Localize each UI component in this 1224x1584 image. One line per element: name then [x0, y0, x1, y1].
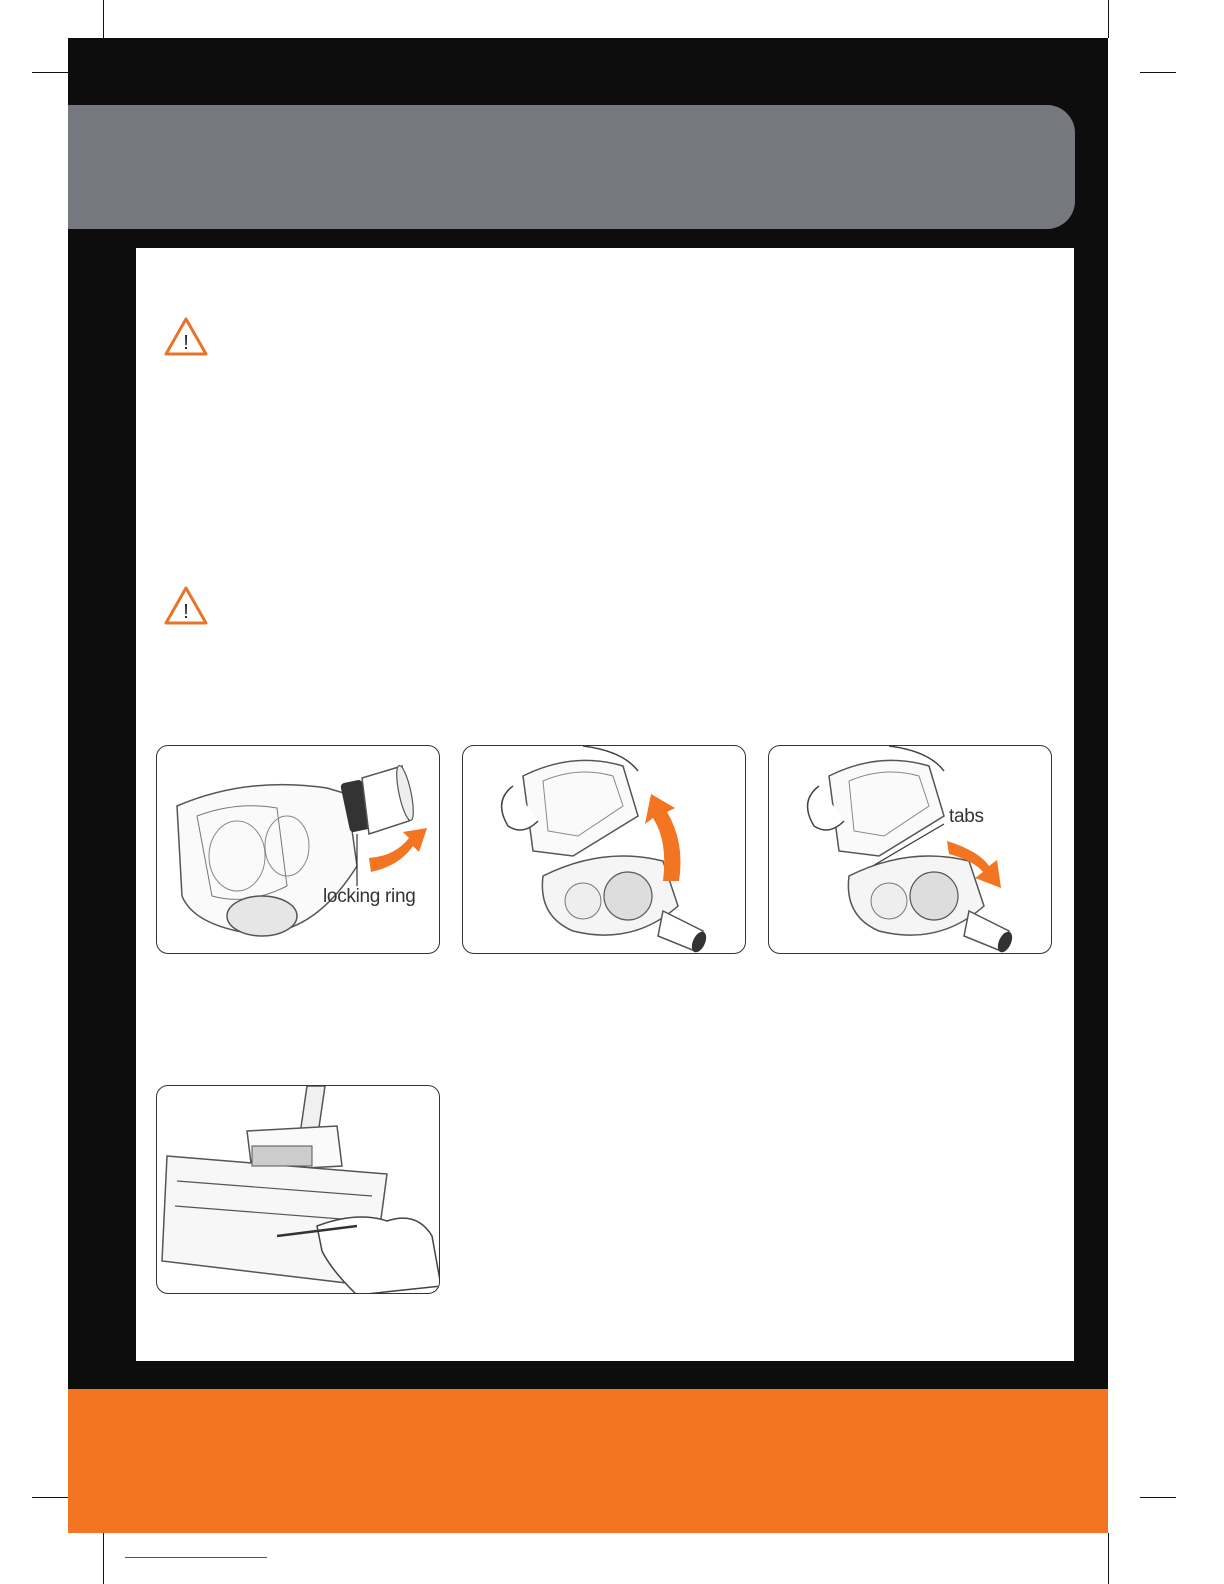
figure-locking-ring — [156, 745, 440, 954]
cover-refit-illustration — [769, 746, 1052, 954]
crop-mark — [1140, 72, 1176, 73]
svg-text:!: ! — [183, 332, 189, 354]
crop-mark — [32, 72, 68, 73]
figure-remove-cover — [462, 745, 746, 954]
figure-tabs — [768, 745, 1052, 954]
figure-brush-roll — [156, 1085, 440, 1294]
crop-mark — [1140, 1497, 1176, 1498]
figure-label-tabs: tabs — [949, 806, 984, 827]
crop-mark — [1108, 1533, 1109, 1584]
brush-roll-illustration — [157, 1086, 440, 1294]
warning-triangle-icon — [163, 585, 209, 627]
turbo-brush-illustration — [157, 746, 440, 954]
figure-label-locking-ring: locking ring — [323, 886, 416, 907]
footer-rule — [125, 1557, 267, 1558]
crop-mark — [103, 1533, 104, 1584]
crop-mark — [1108, 0, 1109, 38]
cover-removal-illustration — [463, 746, 746, 954]
crop-mark — [32, 1497, 68, 1498]
header-banner — [68, 105, 1075, 229]
warning-triangle-icon — [163, 316, 209, 358]
crop-mark — [103, 0, 104, 38]
svg-text:!: ! — [183, 601, 189, 623]
footer-band — [68, 1389, 1108, 1533]
